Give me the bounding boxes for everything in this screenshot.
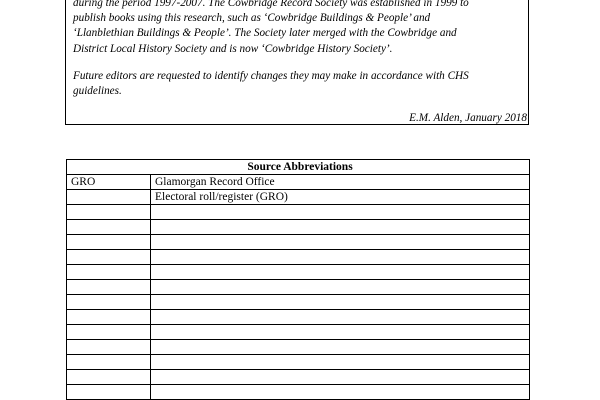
note-line: District Local History Society and is now ‘Cowbridge History Society’. <box>73 43 393 55</box>
abbreviation-code <box>67 370 151 385</box>
table-row <box>67 220 530 235</box>
table-row <box>67 355 530 370</box>
abbreviation-code <box>67 355 151 370</box>
table-row <box>67 175 530 190</box>
abbreviation-meaning <box>151 370 530 385</box>
table-row <box>67 295 530 310</box>
abbreviation-code <box>67 205 151 220</box>
abbreviation-code <box>67 250 151 265</box>
abbreviation-meaning <box>151 280 530 295</box>
table-row <box>67 385 530 400</box>
abbreviation-meaning <box>151 265 530 280</box>
abbreviation-code <box>67 310 151 325</box>
abbreviation-meaning <box>151 325 530 340</box>
abbreviation-code <box>67 280 151 295</box>
signature: E.M. Alden, January 2018 <box>409 112 527 124</box>
abbreviation-code <box>67 220 151 235</box>
abbreviation-meaning <box>151 355 530 370</box>
abbreviation-code <box>67 385 151 400</box>
abbreviation-code <box>67 235 151 250</box>
abbreviation-meaning: Glamorgan Record Office <box>151 175 530 190</box>
abbreviation-meaning <box>151 310 530 325</box>
abbreviation-meaning <box>151 250 530 265</box>
table-title: Source Abbreviations <box>67 160 530 175</box>
abbreviation-meaning <box>151 205 530 220</box>
abbreviation-code <box>67 190 151 205</box>
abbreviation-code <box>67 340 151 355</box>
abbreviation-code <box>67 265 151 280</box>
table-row <box>67 250 530 265</box>
table-row <box>67 205 530 220</box>
abbreviation-meaning <box>151 385 530 400</box>
table-row <box>67 190 530 205</box>
abbreviation-code <box>67 325 151 340</box>
table-row <box>67 340 530 355</box>
abbreviation-meaning <box>151 340 530 355</box>
table-row <box>67 280 530 295</box>
abbreviation-meaning <box>151 220 530 235</box>
note-line: Future editors are requested to identify changes they may make in accordance with CHS <box>73 70 469 82</box>
abbreviation-meaning <box>151 295 530 310</box>
note-line: guidelines. <box>73 85 122 97</box>
table-row <box>67 310 530 325</box>
table-row <box>67 265 530 280</box>
abbreviation-meaning: Electoral roll/register (GRO) <box>151 190 530 205</box>
table-row <box>67 235 530 250</box>
note-line: publish books using this research, such as ‘Cowbridge Buildings & People’ and <box>73 12 431 24</box>
note-line: ‘Llanblethian Buildings & People’. The Society later merged with the Cowbridge and <box>73 27 457 39</box>
abbreviation-code <box>67 295 151 310</box>
note-line: during the period 1997-2007. The Cowbridge Record Society was established in 1999 to <box>73 0 469 9</box>
table-header-row <box>67 160 530 175</box>
table-row <box>67 325 530 340</box>
source-abbreviations-table <box>66 159 530 400</box>
abbreviation-code: GRO <box>67 175 151 190</box>
abbreviation-meaning <box>151 235 530 250</box>
table-row <box>67 370 530 385</box>
